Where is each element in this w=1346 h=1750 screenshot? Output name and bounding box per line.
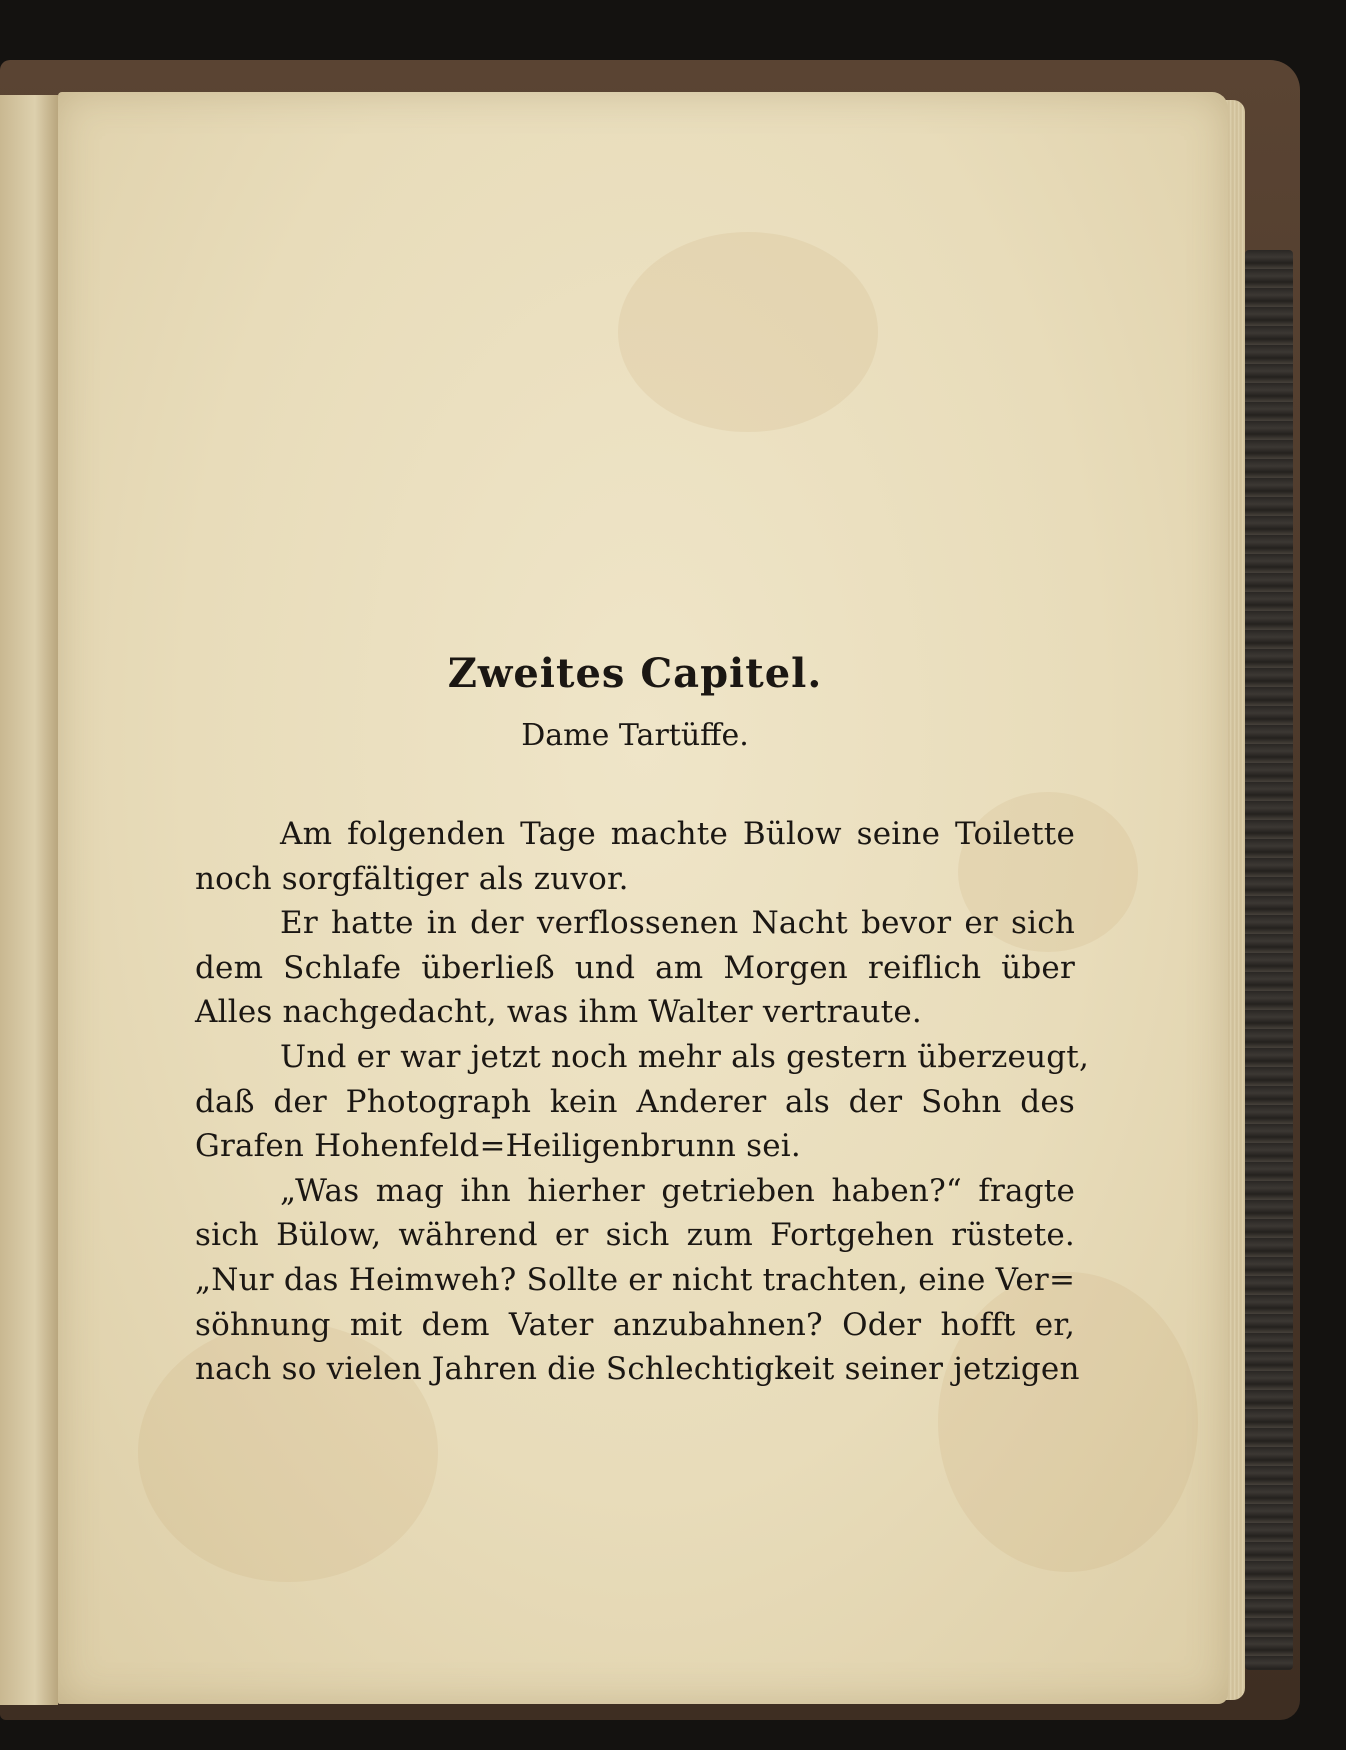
text-line: Alles nachgedacht, was ihm Walter vertraute. (195, 994, 922, 1031)
text-line: daß der Photograph kein Anderer als der Sohn des (195, 1083, 1075, 1120)
text-line: „Nur das Heimweh? Sollte er nicht trachten, eine Ver= (195, 1261, 1076, 1298)
paper-stain (618, 232, 878, 432)
text-line: „Was mag ihn hierher getrieben haben?“ fragte (280, 1172, 1075, 1209)
text-line: söhnung mit dem Vater anzubahnen? Oder hofft er, (195, 1306, 1075, 1343)
text-line: Grafen Hohenfeld=Heiligenbrunn sei. (195, 1128, 801, 1165)
chapter-title: Zweites Capitel. (447, 650, 823, 697)
text-line: sich Bülow, während er sich zum Fortgehen rüstete. (195, 1217, 1075, 1254)
page-content (195, 650, 1090, 1392)
text-line: Er hatte in der verflossenen Nacht bevor er sich (280, 905, 1075, 942)
text-line: Und er war jetzt noch mehr als gestern überzeugt, (280, 1038, 1090, 1075)
text-line: dem Schlafe überließ und am Morgen reiflich über (195, 949, 1075, 986)
text-line: nach so vielen Jahren die Schlechtigkeit seiner jetzigen (195, 1351, 1080, 1388)
previous-page-edge (0, 95, 58, 1705)
text-line: Am folgenden Tage machte Bülow seine Toilette (280, 816, 1075, 852)
chapter-subtitle: Dame Tartüffe. (521, 718, 749, 753)
body-text (195, 812, 1090, 1392)
text-line: noch sorgfältiger als zuvor. (195, 860, 629, 897)
book-spine-edge (1245, 250, 1293, 1670)
